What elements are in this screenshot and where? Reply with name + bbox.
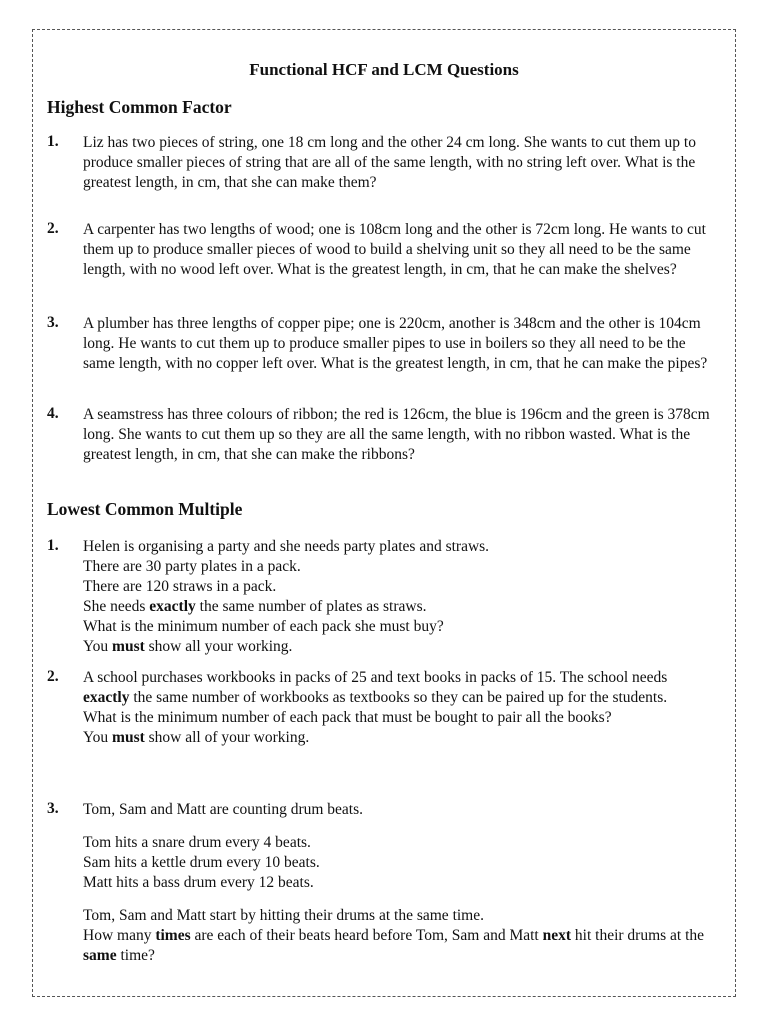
lcm-q3-line: How many times are each of their beats heard before Tom, Sam and Matt next hit their drums at the same time? [83, 927, 705, 964]
lcm-q1-number: 1. [47, 537, 59, 554]
hcf-heading: Highest Common Factor [47, 97, 232, 117]
hcf-q3-number: 3. [47, 314, 59, 331]
page-title: Functional HCF and LCM Questions [249, 60, 519, 79]
hcf-q4-number: 4. [47, 405, 59, 422]
lcm-q2-number: 2. [47, 668, 59, 685]
lcm-q2-para: You must show all of your working. [83, 729, 310, 746]
lcm-q3-line: Sam hits a kettle drum every 10 beats. [83, 854, 320, 871]
hcf-q2-number: 2. [47, 220, 59, 237]
lcm-q3-line: Tom hits a snare drum every 4 beats. [83, 834, 311, 851]
lcm-q3-line: Tom, Sam and Matt start by hitting their drums at the same time. [83, 907, 484, 924]
hcf-q1-number: 1. [47, 133, 59, 150]
lcm-q1-line: You must show all your working. [83, 638, 293, 655]
lcm-q1-line: She needs exactly the same number of plates as straws. [83, 598, 427, 615]
lcm-q1-line: There are 120 straws in a pack. [83, 578, 277, 595]
lcm-q2-text [83, 668, 713, 748]
lcm-q3-line: Tom, Sam and Matt are counting drum beats. [83, 801, 364, 818]
lcm-q2-para: A school purchases workbooks in packs of 25 and text books in packs of 15. The school needs exactly the same number of workbooks as textbooks so they can be paired up for the students. [83, 669, 668, 706]
lcm-q1-line: What is the minimum number of each pack she must buy? [83, 618, 444, 635]
hcf-q2-text: A carpenter has two lengths of wood; one is 108cm long and the other is 72cm long. He wants to cut them up to produce smaller pieces of wood to build a shelving unit so they all need to be the same length, with no wood left over. What is the greatest length, in cm, that he can make the shelves? [83, 221, 706, 278]
lcm-heading: Lowest Common Multiple [47, 499, 243, 519]
lcm-q3-line: Matt hits a bass drum every 12 beats. [83, 874, 314, 891]
hcf-q4-text: A seamstress has three colours of ribbon; the red is 126cm, the blue is 196cm and the green is 378cm long. She wants to cut them up so they are all the same length, with no ribbon wasted. What is the greatest length, in cm, that she can make the ribbons? [83, 406, 710, 463]
lcm-q1-line: There are 30 party plates in a pack. [83, 558, 301, 575]
lcm-q2-para: What is the minimum number of each pack that must be bought to pair all the books? [83, 709, 612, 726]
lcm-q1-line: Helen is organising a party and she needs party plates and straws. [83, 538, 490, 555]
lcm-q1-text [83, 537, 713, 657]
lcm-q3-text [83, 800, 713, 966]
hcf-q1-text: Liz has two pieces of string, one 18 cm long and the other 24 cm long. She wants to cut them up to produce smaller pieces of string that are all of the same length, with no string left over. What is the greatest length, in cm, that she can make them? [83, 134, 696, 191]
hcf-q3-text: A plumber has three lengths of copper pipe; one is 220cm, another is 348cm and the other is 104cm long. He wants to cut them up to produce smaller pipes to use in boilers so they all need to be the same length, with no copper left over. What is the greatest length, in cm, that he can make the pipes? [83, 315, 708, 372]
lcm-q3-number: 3. [47, 800, 59, 817]
